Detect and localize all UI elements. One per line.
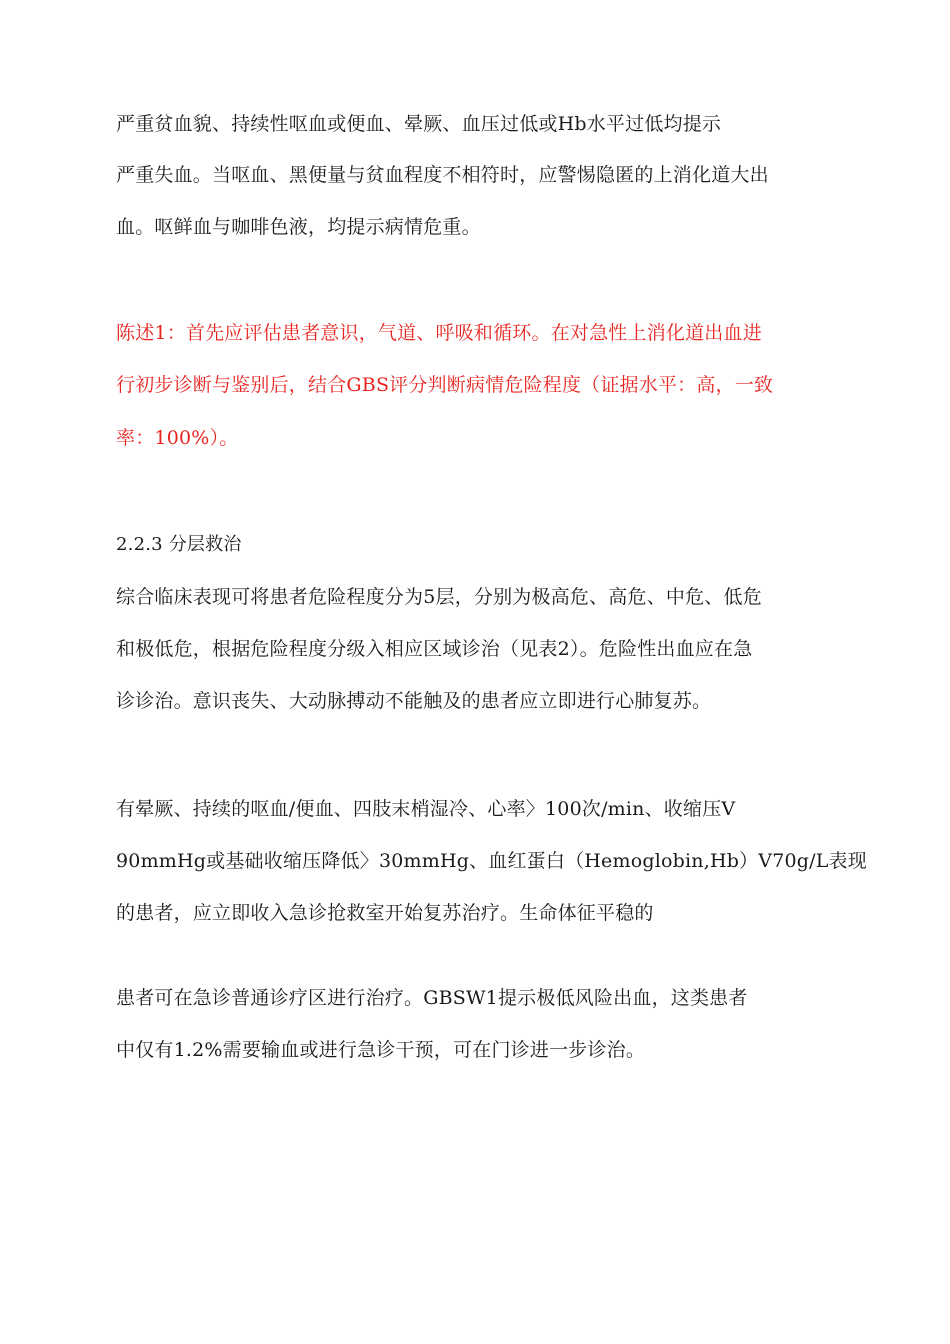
statement-1-line-2: 行初步诊断与鉴别后，结合GBS评分判断病情危险程度（证据水平：高，一致 [116,374,774,396]
paragraph-3-line-3: 的患者，应立即收入急诊抢救室开始复苏治疗。生命体征平稳的 [116,902,654,924]
statement-1-line-1: 陈述1：首先应评估患者意识，气道、呼吸和循环。在对急性上消化道出血进 [116,322,762,344]
paragraph-1-line-2: 严重失血。当呕血、黑便量与贫血程度不相符时，应警惕隐匿的上消化道大出 [116,164,769,186]
paragraph-4-line-2: 中仅有1.2%需要输血或进行急诊干预，可在门诊进一步诊治。 [116,1039,646,1061]
section-heading: 2.2.3 分层救治 [116,534,242,555]
paragraph-2-line-3: 诊诊治。意识丧失、大动脉搏动不能触及的患者应立即进行心肺复苏。 [116,690,712,712]
paragraph-2-line-1: 综合临床表现可将患者危险程度分为5层，分别为极高危、高危、中危、低危 [116,586,762,608]
paragraph-3-line-1: 有晕厥、持续的呕血/便血、四肢末梢湿冷、心率〉100次/min、收缩压V [116,798,736,820]
paragraph-3-line-2: 90mmHg或基础收缩压降低〉30mmHg、血红蛋白（Hemoglobin,Hb）V70g/L表现 [116,850,867,872]
paragraph-1-line-1: 严重贫血貌、持续性呕血或便血、晕厥、血压过低或Hb水平过低均提示 [116,113,722,135]
paragraph-4-line-1: 患者可在急诊普通诊疗区进行治疗。GBSW1提示极低风险出血，这类患者 [116,987,748,1009]
paragraph-2-line-2: 和极低危，根据危险程度分级入相应区域诊治（见表2）。危险性出血应在急 [116,638,753,660]
paragraph-1-line-3: 血。呕鲜血与咖啡色液，均提示病情危重。 [116,216,481,238]
statement-1-line-3: 率：100%）。 [116,427,239,449]
